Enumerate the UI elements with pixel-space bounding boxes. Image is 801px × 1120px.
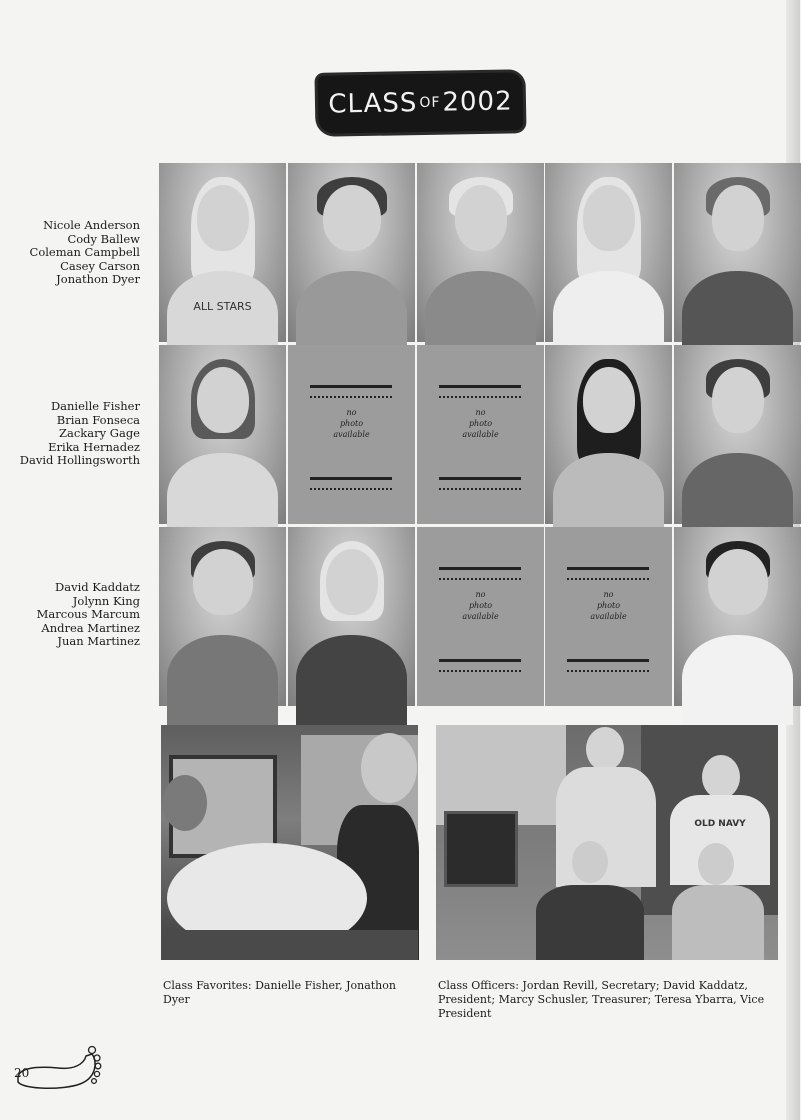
portrait-cody-ballew	[288, 163, 415, 342]
student-name: Andrea Martinez	[41, 620, 140, 635]
portrait-coleman-campbell	[417, 163, 544, 342]
portrait-jonathon-dyer	[674, 163, 801, 342]
no-photo-andrea-martinez	[545, 527, 672, 706]
student-name: Jolynn King	[72, 593, 140, 608]
student-name: Juan Martinez	[57, 634, 140, 649]
no-photo-line: no	[475, 590, 486, 599]
no-photo-line: photo	[468, 419, 493, 428]
no-photo-marcous-marcum	[417, 527, 544, 706]
no-photo-line: no	[603, 590, 614, 599]
student-name: Erika Hernadez	[48, 439, 140, 454]
no-photo-line: no	[346, 408, 357, 417]
student-name: Brian Fonseca	[56, 412, 140, 427]
portrait-juan-martinez	[674, 527, 801, 706]
name-list-row-2	[20, 400, 140, 468]
student-name: David Kaddatz	[55, 580, 140, 594]
class-favorites-photo	[161, 725, 418, 960]
portrait-nicole-anderson	[159, 163, 286, 342]
student-name: Danielle Fisher	[50, 399, 140, 413]
no-photo-line: no	[475, 408, 486, 417]
student-name: Nicole Anderson	[43, 218, 140, 232]
shirt-text: OLD NAVY	[694, 819, 746, 829]
student-name: Marcous Marcum	[36, 607, 140, 622]
no-photo-brian-fonseca	[288, 345, 415, 524]
name-list-row-1	[30, 219, 140, 287]
class-officers-photo	[436, 725, 778, 960]
no-photo-line: available	[590, 612, 627, 621]
no-photo-line: photo	[596, 601, 621, 610]
no-photo-line: photo	[468, 601, 493, 610]
title-of: OF	[419, 94, 441, 112]
no-photo-line: available	[462, 612, 499, 621]
portrait-jolynn-king	[288, 527, 415, 706]
title-class: CLASS	[328, 88, 418, 120]
class-title-banner	[318, 72, 524, 134]
shirt-text: ALL STARS	[193, 299, 252, 313]
portrait-erika-hernadez	[545, 345, 672, 524]
portrait-danielle-fisher	[159, 345, 286, 524]
no-photo-line: photo	[339, 419, 364, 428]
class-favorites-caption: Class Favorites: Danielle Fisher, Jonathon Dyer	[163, 979, 396, 1006]
student-name: Cody Ballew	[67, 231, 140, 246]
student-name: David Hollingsworth	[19, 453, 140, 468]
no-photo-line: available	[462, 430, 499, 439]
no-photo-zackary-gage	[417, 345, 544, 524]
student-name: Coleman Campbell	[29, 245, 140, 260]
student-name: Zackary Gage	[59, 426, 140, 441]
student-name: Jonathon Dyer	[56, 272, 140, 287]
portrait-david-hollingsworth	[674, 345, 801, 524]
class-officers-caption: Class Officers: Jordan Revill, Secretary; David Kaddatz, President; Marcy Schusler, Treasurer; Teresa Ybarra, Vice President	[438, 979, 765, 1020]
name-list-row-3	[37, 581, 140, 649]
student-name: Casey Carson	[60, 258, 140, 273]
page-number: 20	[14, 1066, 30, 1080]
portrait-casey-carson	[545, 163, 672, 342]
title-year: 2002	[442, 86, 513, 118]
no-photo-line: available	[333, 430, 370, 439]
portrait-david-kaddatz	[159, 527, 286, 706]
